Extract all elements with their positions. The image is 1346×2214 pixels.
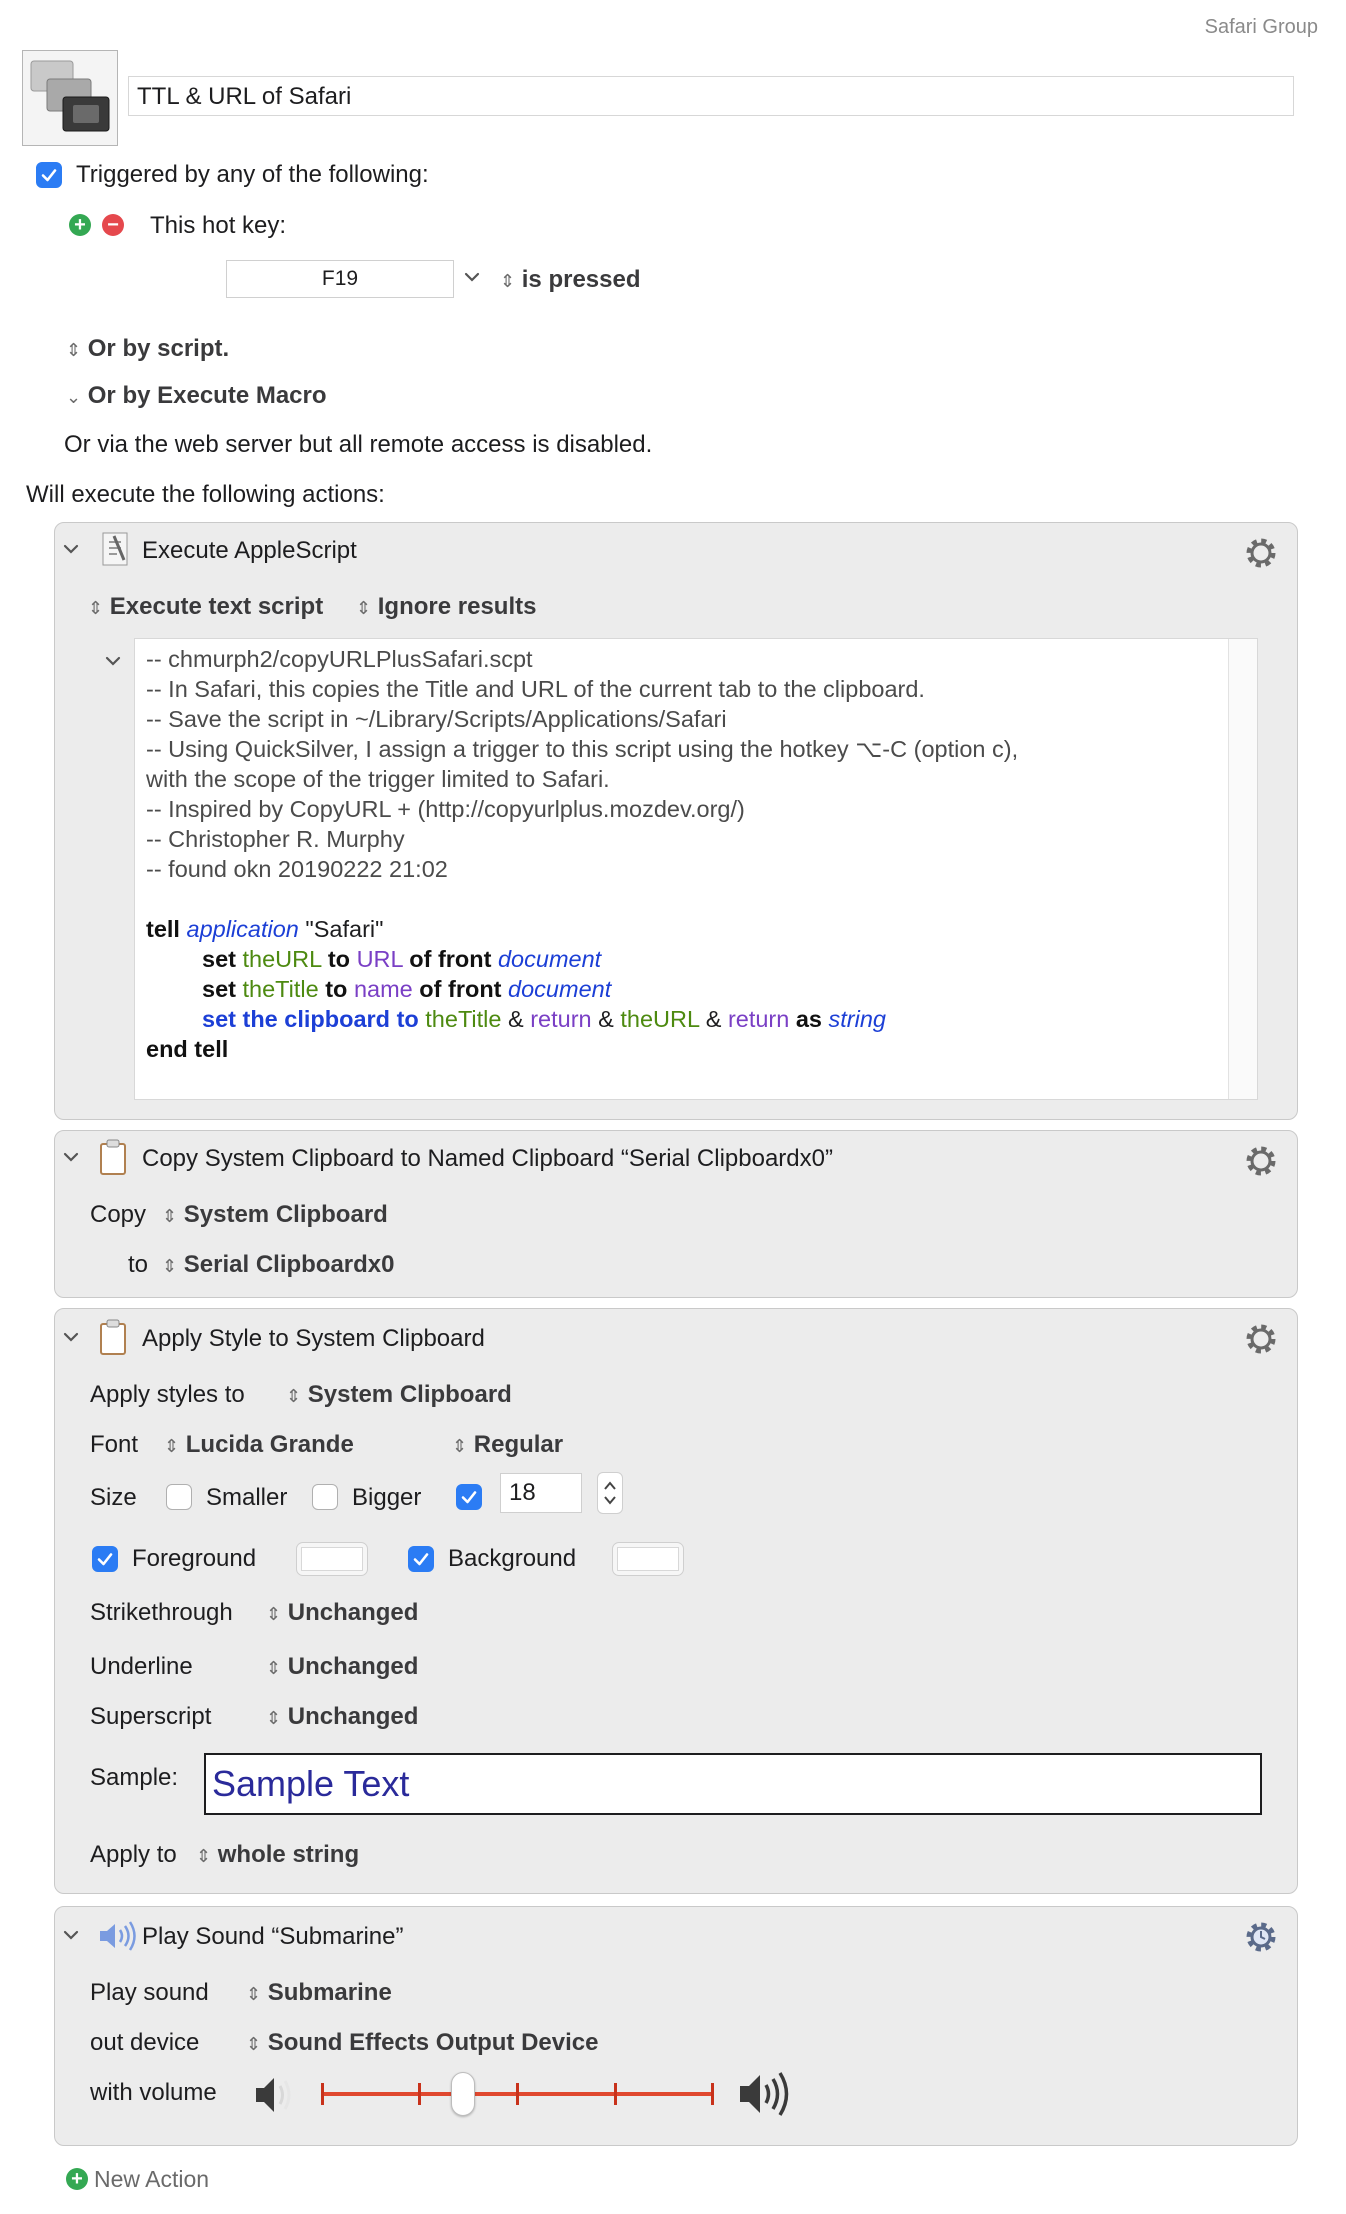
script-mode-popup[interactable]	[88, 592, 323, 623]
by-execute-macro-disclosure[interactable]	[66, 381, 327, 412]
action2-title: Copy System Clipboard to Named Clipboard “Serial Clipboardx0”	[142, 1145, 833, 1172]
results-value: Ignore results	[377, 593, 537, 620]
hotkey-field[interactable]: F19	[226, 260, 454, 298]
clipboard-icon	[98, 1318, 130, 1363]
strikethrough-popup[interactable]	[266, 1598, 418, 1629]
chevron-down-icon	[62, 1926, 80, 1944]
sample-label: Sample:	[90, 1764, 179, 1791]
sample-text-box: Sample Text	[204, 1753, 1262, 1815]
checkmark-icon	[412, 1550, 430, 1568]
minus-icon: −	[107, 214, 119, 236]
macro-icon	[23, 51, 117, 145]
updown-icon: ⇕	[88, 598, 104, 618]
volume-slider-knob[interactable]	[451, 2072, 475, 2116]
slider-tick	[321, 2083, 324, 2105]
add-trigger-button[interactable]	[69, 214, 91, 236]
checkmark-icon	[40, 166, 58, 184]
updown-icon: ⇕	[246, 2034, 262, 2054]
script-line-tell: tell application "Safari"	[146, 916, 384, 942]
apply-styles-value: System Clipboard	[307, 1381, 512, 1408]
group-label: Safari Group	[1204, 16, 1318, 38]
triggered-checkbox[interactable]	[36, 162, 62, 188]
hotkey-state-value: is pressed	[521, 266, 641, 293]
background-color-well[interactable]	[612, 1542, 684, 1576]
collapse-action2-button[interactable]	[62, 1148, 80, 1171]
to-label: to	[128, 1251, 149, 1278]
action-gear-button[interactable]	[1241, 1917, 1281, 1962]
updown-icon: ⇕	[66, 340, 82, 360]
background-label: Background	[448, 1545, 577, 1572]
hotkey-menu-button[interactable]	[463, 268, 481, 291]
actions-header: Will execute the following actions:	[26, 481, 385, 508]
underline-label: Underline	[90, 1653, 193, 1680]
play-sound-label: Play sound	[90, 1979, 209, 2006]
script-mode-value: Execute text script	[109, 593, 324, 620]
bigger-label: Bigger	[352, 1484, 422, 1511]
clipboard-icon	[98, 1138, 130, 1183]
action4-title: Play Sound “Submarine”	[142, 1923, 404, 1950]
apply-to-popup[interactable]	[196, 1840, 359, 1871]
script-line-end-tell: end tell	[146, 1036, 229, 1062]
sound-value: Submarine	[267, 1979, 392, 2006]
copy-target-value: Serial Clipboardx0	[183, 1251, 395, 1278]
superscript-value: Unchanged	[287, 1703, 419, 1730]
action-gear-button[interactable]	[1241, 1319, 1281, 1364]
speaker-icon	[96, 1918, 140, 1959]
volume-slider[interactable]	[322, 2092, 714, 2096]
triggered-label: Triggered by any of the following:	[76, 161, 429, 188]
foreground-label: Foreground	[132, 1545, 257, 1572]
gear-icon	[1241, 1141, 1281, 1181]
macro-icon-well[interactable]	[22, 50, 118, 146]
collapse-action3-button[interactable]	[62, 1328, 80, 1351]
script-comment: -- Using QuickSilver, I assign a trigger to this script using the hotkey ⌥-C (option c),	[146, 736, 1019, 762]
gear-clock-icon	[1241, 1917, 1281, 1957]
by-script-label: Or by script.	[87, 335, 230, 362]
updown-icon: ⇕	[286, 1386, 302, 1406]
applescript-icon	[100, 530, 132, 575]
device-value: Sound Effects Output Device	[267, 2029, 599, 2056]
plus-icon: +	[74, 214, 86, 236]
plus-icon: +	[71, 2168, 83, 2190]
script-comment: with the scope of the trigger limited to Safari.	[146, 766, 610, 792]
action3-title: Apply Style to System Clipboard	[142, 1325, 485, 1352]
script-line-set-clipboard: set the clipboard to theTitle & return & theURL & return as string	[202, 1006, 886, 1032]
device-popup[interactable]	[246, 2028, 598, 2059]
volume-high-icon	[736, 2064, 798, 2129]
slider-tick	[418, 2083, 421, 2105]
script-comment: -- found okn 20190222 21:02	[146, 856, 448, 882]
web-server-note: Or via the web server but all remote access is disabled.	[64, 431, 653, 458]
chevron-down-icon	[62, 1148, 80, 1166]
font-style-value: Regular	[473, 1431, 564, 1458]
size-stepper[interactable]	[597, 1472, 623, 1514]
action-gear-button[interactable]	[1241, 533, 1281, 578]
script-comment: -- Christopher R. Murphy	[146, 826, 405, 852]
copy-source-popup[interactable]	[162, 1200, 388, 1231]
collapse-action4-button[interactable]	[62, 1926, 80, 1949]
strikethrough-value: Unchanged	[287, 1599, 419, 1626]
font-value: Lucida Grande	[185, 1431, 354, 1458]
updown-icon: ⇕	[266, 1658, 282, 1678]
script-comment: -- Save the script in ~/Library/Scripts/Applications/Safari	[146, 706, 727, 732]
apply-styles-popup[interactable]	[286, 1380, 512, 1411]
out-device-label: out device	[90, 2029, 200, 2056]
apply-to-value: whole string	[217, 1841, 360, 1868]
new-action-button[interactable]	[66, 2168, 88, 2190]
chevron-down-icon	[62, 1328, 80, 1346]
foreground-checkbox[interactable]	[92, 1546, 118, 1572]
slider-tick	[516, 2083, 519, 2105]
size-label: Size	[90, 1484, 137, 1511]
stepper-arrows-icon	[598, 1473, 622, 1513]
apply-to-label: Apply to	[90, 1841, 177, 1868]
updown-icon: ⇕	[162, 1206, 178, 1226]
results-popup[interactable]	[356, 592, 536, 623]
script-text	[146, 644, 1018, 1064]
updown-icon: ⇕	[266, 1708, 282, 1728]
volume-label: with volume	[90, 2079, 217, 2106]
slider-tick	[614, 2083, 617, 2105]
hotkey-label: This hot key:	[150, 212, 287, 239]
copy-target-popup[interactable]	[162, 1250, 395, 1281]
collapse-script-button[interactable]	[104, 652, 122, 675]
remove-trigger-button[interactable]	[102, 214, 124, 236]
new-action-label[interactable]: New Action	[94, 2166, 210, 2192]
by-execute-macro-label: Or by Execute Macro	[87, 382, 327, 409]
font-popup[interactable]	[164, 1430, 354, 1461]
gear-icon	[1241, 533, 1281, 573]
copy-label: Copy	[90, 1201, 147, 1228]
script-line-set-url: set theURL to URL of front document	[202, 946, 602, 972]
volume-low-icon	[252, 2070, 298, 2125]
background-checkbox[interactable]	[408, 1546, 434, 1572]
action-gear-button[interactable]	[1241, 1141, 1281, 1186]
bigger-checkbox[interactable]	[312, 1484, 338, 1510]
hotkey-state-popup[interactable]	[500, 265, 641, 296]
checkmark-icon	[96, 1550, 114, 1568]
gear-icon	[1241, 1319, 1281, 1359]
action1-title: Execute AppleScript	[142, 537, 357, 564]
updown-icon: ⇕	[266, 1604, 282, 1624]
font-style-popup[interactable]	[452, 1430, 563, 1461]
script-comment: -- Inspired by CopyURL + (http://copyurlplus.mozdev.org/)	[146, 796, 745, 822]
smaller-checkbox[interactable]	[166, 1484, 192, 1510]
script-comment: -- chmurph2/copyURLPlusSafari.scpt	[146, 646, 533, 672]
by-script-disclosure[interactable]	[66, 334, 229, 365]
checkmark-icon	[460, 1488, 478, 1506]
chevron-down-icon	[62, 540, 80, 558]
underline-value: Unchanged	[287, 1653, 419, 1680]
chevron-down-icon	[463, 268, 481, 286]
foreground-color-well[interactable]	[296, 1542, 368, 1576]
slider-tick	[711, 2083, 714, 2105]
updown-icon: ⇕	[500, 271, 516, 291]
chevron-down-icon: ⌄	[66, 387, 82, 407]
font-label: Font	[90, 1431, 139, 1458]
updown-icon: ⇕	[452, 1436, 468, 1456]
chevron-down-icon	[104, 652, 122, 670]
sound-popup[interactable]	[246, 1978, 392, 2009]
updown-icon: ⇕	[164, 1436, 180, 1456]
macro-name-field[interactable]: TTL & URL of Safari	[128, 76, 1294, 116]
superscript-popup[interactable]	[266, 1702, 418, 1733]
size-input[interactable]: 18	[500, 1473, 582, 1513]
underline-popup[interactable]	[266, 1652, 418, 1683]
superscript-label: Superscript	[90, 1703, 212, 1730]
collapse-action1-button[interactable]	[62, 540, 80, 563]
copy-source-value: System Clipboard	[183, 1201, 388, 1228]
script-scrollbar[interactable]	[1228, 639, 1257, 1099]
updown-icon: ⇕	[246, 1984, 262, 2004]
strikethrough-label: Strikethrough	[90, 1599, 233, 1626]
updown-icon: ⇕	[162, 1256, 178, 1276]
updown-icon: ⇕	[196, 1846, 212, 1866]
script-line-set-title: set theTitle to name of front document	[202, 976, 612, 1002]
script-comment: -- In Safari, this copies the Title and URL of the current tab to the clipboard.	[146, 676, 925, 702]
size-checkbox[interactable]	[456, 1484, 482, 1510]
smaller-label: Smaller	[206, 1484, 288, 1511]
apply-styles-label: Apply styles to	[90, 1381, 245, 1408]
updown-icon: ⇕	[356, 598, 372, 618]
